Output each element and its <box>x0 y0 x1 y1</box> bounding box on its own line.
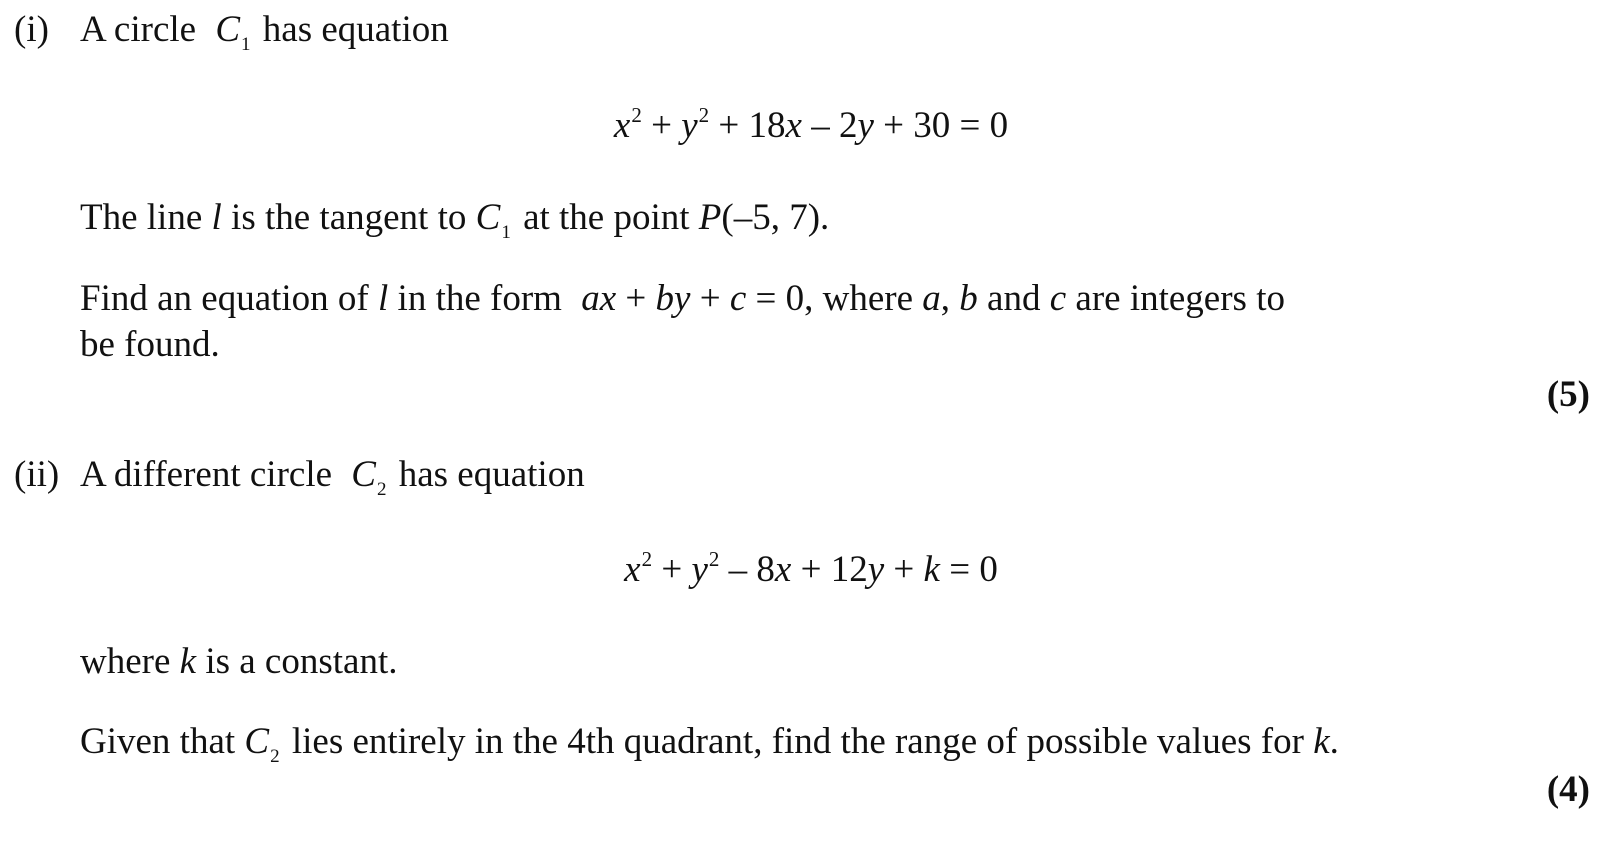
intro-text: A circle <box>80 9 197 50</box>
eq-x: x <box>613 105 631 146</box>
text: = 0, where <box>746 278 923 319</box>
form-ax: ax <box>581 278 617 319</box>
text: + <box>690 278 730 319</box>
given-statement <box>80 720 1339 767</box>
task-statement-line1 <box>80 277 1285 321</box>
var-k: k <box>1313 721 1330 762</box>
circle-var: C <box>475 197 501 238</box>
intro-text-end: has equation <box>262 9 449 50</box>
eq-term3: + 30 = 0 <box>873 105 1009 146</box>
circle-var: C <box>351 454 376 495</box>
circle-subscript: 1 <box>241 34 251 55</box>
intro-text-end: has equation <box>398 454 585 495</box>
eq-term2-var: y <box>867 549 885 590</box>
point-var: P <box>698 197 722 238</box>
intro-text: A different circle <box>80 454 333 495</box>
eq-term1-var: x <box>785 105 802 146</box>
task-statement-line2: be found. <box>80 324 220 365</box>
equation-c2 <box>0 548 1622 592</box>
text: is a constant. <box>196 641 398 682</box>
marks-part-ii: (4) <box>1546 769 1590 810</box>
eq-term1: – 8 <box>719 549 775 590</box>
eq-k: k <box>923 549 940 590</box>
eq-y-exp: 2 <box>708 547 720 571</box>
text: Given that <box>80 721 245 762</box>
tangent-statement <box>80 196 830 243</box>
eq-term1-var: x <box>774 549 792 590</box>
text: . <box>1329 721 1339 762</box>
part-i-label: (i) <box>14 9 49 50</box>
text: is the tangent to <box>221 197 476 238</box>
eq-term2: + 12 <box>791 549 868 590</box>
var-k: k <box>179 641 197 682</box>
text: where <box>80 641 180 682</box>
var-c: c <box>1049 278 1067 319</box>
eq-term2-var: y <box>857 105 874 146</box>
part-ii-label: (ii) <box>14 454 60 495</box>
circle-var: C <box>244 721 270 762</box>
text: lies entirely in the 4th quadrant, find the range of possible values for <box>282 721 1314 762</box>
point-coords: (–5, 7). <box>721 197 830 238</box>
text: in the form <box>388 278 572 319</box>
form-c: c <box>729 278 747 319</box>
circle-var: C <box>215 9 241 50</box>
circle-subscript: 2 <box>270 746 280 767</box>
eq-x-exp: 2 <box>641 547 653 571</box>
part-ii-intro <box>80 453 585 500</box>
circle-subscript: 1 <box>501 222 511 243</box>
eq-plus: + <box>652 549 692 590</box>
equation-c1 <box>0 104 1622 148</box>
line-var: l <box>378 278 389 319</box>
form-by: by <box>655 278 691 319</box>
eq-plus: + <box>641 105 682 146</box>
text: at the point <box>513 197 699 238</box>
text: + <box>616 278 656 319</box>
part-i-intro <box>80 8 449 55</box>
eq-x: x <box>624 549 641 590</box>
text: Find an equation of <box>80 278 379 319</box>
line-var: l <box>211 197 222 238</box>
eq-term3: + <box>884 549 924 590</box>
eq-y: y <box>681 105 698 146</box>
eq-term4: = 0 <box>939 549 998 590</box>
where-statement <box>80 640 397 684</box>
var-a: a <box>922 278 941 319</box>
circle-subscript: 2 <box>376 479 387 500</box>
eq-y-exp: 2 <box>698 103 710 127</box>
text: , <box>940 278 960 319</box>
marks-part-i: (5) <box>1546 374 1590 415</box>
text: and <box>977 278 1050 319</box>
eq-term2: – 2 <box>801 105 858 146</box>
eq-term1: + 18 <box>709 105 786 146</box>
var-b: b <box>959 278 978 319</box>
text: The line <box>80 197 212 238</box>
eq-x-exp: 2 <box>631 103 642 127</box>
eq-y: y <box>691 549 708 590</box>
text: are integers to <box>1066 278 1285 319</box>
